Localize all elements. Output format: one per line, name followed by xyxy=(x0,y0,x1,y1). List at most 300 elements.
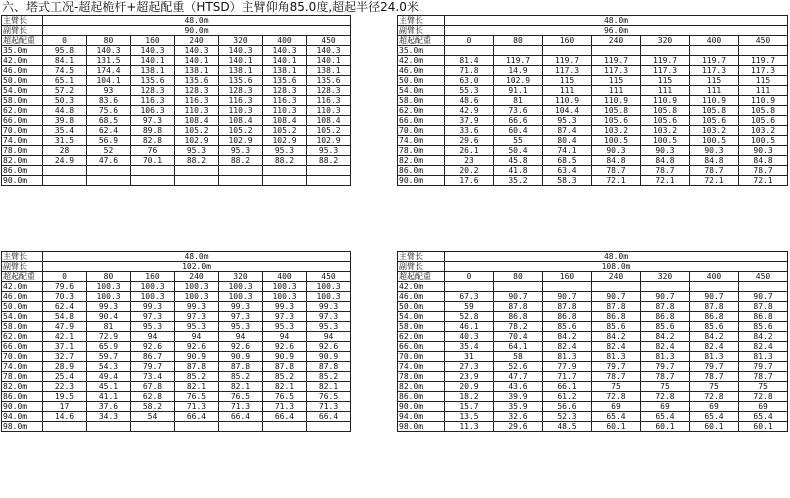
main-boom-value: 48.0m xyxy=(445,16,788,26)
load-cell: 140.3 xyxy=(307,46,351,56)
load-cell xyxy=(307,176,351,186)
radius-cell: 66.0m xyxy=(2,342,43,352)
load-cell: 79.7 xyxy=(641,362,690,372)
radius-cell: 86.0m xyxy=(2,166,43,176)
radius-cell: 58.0m xyxy=(398,322,445,332)
table-row xyxy=(398,382,788,392)
load-cell: 84.2 xyxy=(592,332,641,342)
aux-boom-row xyxy=(398,26,788,36)
table-row xyxy=(398,412,788,422)
load-cell: 37.6 xyxy=(87,402,131,412)
radius-cell: 46.0m xyxy=(398,292,445,302)
main-boom-value: 48.0m xyxy=(43,252,351,262)
load-cell xyxy=(592,46,641,56)
load-cell: 105.2 xyxy=(175,126,219,136)
load-cell: 100.3 xyxy=(175,282,219,292)
load-cell: 138.1 xyxy=(307,66,351,76)
load-cell: 71.8 xyxy=(445,66,494,76)
radius-cell: 82.0m xyxy=(398,156,445,166)
counterweight-value: 160 xyxy=(543,272,592,282)
load-cell: 100.3 xyxy=(131,292,175,302)
load-cell: 82.1 xyxy=(175,382,219,392)
load-cell: 45.1 xyxy=(87,382,131,392)
load-cell: 72.1 xyxy=(739,176,788,186)
load-cell: 88.2 xyxy=(307,156,351,166)
radius-cell: 82.0m xyxy=(2,156,43,166)
load-cell: 91.1 xyxy=(494,86,543,96)
load-cell: 105.6 xyxy=(739,116,788,126)
table-row xyxy=(398,106,788,116)
load-cell: 92.6 xyxy=(175,342,219,352)
load-cell xyxy=(219,166,263,176)
radius-cell: 90.0m xyxy=(2,402,43,412)
load-cell: 59 xyxy=(445,302,494,312)
load-cell: 90.9 xyxy=(263,352,307,362)
load-cell: 90.7 xyxy=(543,292,592,302)
counterweight-value: 400 xyxy=(690,36,739,46)
load-cell: 86.8 xyxy=(739,312,788,322)
load-cell: 81 xyxy=(494,96,543,106)
load-cell: 82.4 xyxy=(690,342,739,352)
table-row xyxy=(398,342,788,352)
load-cell: 111 xyxy=(592,86,641,96)
main-boom-value: 48.0m xyxy=(445,252,788,262)
load-cell: 40.3 xyxy=(445,332,494,342)
counterweight-header-row xyxy=(2,36,351,46)
load-cell: 48.5 xyxy=(543,422,592,432)
main-boom-label: 主臂长 xyxy=(2,16,43,26)
load-cell: 86.8 xyxy=(494,312,543,322)
counterweight-value: 0 xyxy=(445,36,494,46)
load-cell: 99.3 xyxy=(307,302,351,312)
load-cell xyxy=(219,176,263,186)
load-cell: 87.8 xyxy=(739,302,788,312)
load-cell: 116.3 xyxy=(175,96,219,106)
radius-cell: 66.0m xyxy=(398,116,445,126)
table-row xyxy=(398,362,788,372)
load-cell: 35.9 xyxy=(494,402,543,412)
load-cell xyxy=(43,166,87,176)
load-cell xyxy=(494,46,543,56)
load-cell: 86.8 xyxy=(641,312,690,322)
counterweight-value: 160 xyxy=(543,36,592,46)
load-cell: 67.3 xyxy=(445,292,494,302)
load-cell: 81.4 xyxy=(445,56,494,66)
load-cell xyxy=(131,422,175,432)
load-cell: 117.3 xyxy=(641,66,690,76)
load-cell: 90.9 xyxy=(175,352,219,362)
table-row xyxy=(398,46,788,56)
load-cell: 65.4 xyxy=(592,412,641,422)
load-cell: 92.6 xyxy=(307,342,351,352)
counterweight-value: 450 xyxy=(739,272,788,282)
counterweight-header-row xyxy=(398,272,788,282)
counterweight-value: 80 xyxy=(87,36,131,46)
load-cell xyxy=(641,282,690,292)
load-cell: 79.7 xyxy=(739,362,788,372)
load-cell: 77.9 xyxy=(543,362,592,372)
load-cell: 35.2 xyxy=(494,176,543,186)
load-cell: 85.6 xyxy=(690,322,739,332)
load-cell: 103.2 xyxy=(641,126,690,136)
load-cell: 90.9 xyxy=(219,352,263,362)
load-cell: 108.4 xyxy=(263,116,307,126)
load-cell: 102.9 xyxy=(494,76,543,86)
load-cell: 68.5 xyxy=(543,156,592,166)
table-row xyxy=(2,76,351,86)
load-cell: 82.1 xyxy=(219,382,263,392)
radius-cell: 78.0m xyxy=(398,146,445,156)
load-cell: 76.5 xyxy=(175,392,219,402)
load-cell: 115 xyxy=(690,76,739,86)
load-cell: 111 xyxy=(641,86,690,96)
load-cell: 84.2 xyxy=(543,332,592,342)
load-cell: 88.2 xyxy=(219,156,263,166)
load-cell: 90.4 xyxy=(87,312,131,322)
aux-boom-value: 102.0m xyxy=(43,262,351,272)
load-cell: 79.7 xyxy=(131,362,175,372)
counterweight-value: 0 xyxy=(445,272,494,282)
load-cell: 49.4 xyxy=(87,372,131,382)
load-cell: 110.9 xyxy=(739,96,788,106)
counterweight-value: 450 xyxy=(307,36,351,46)
load-cell: 105.2 xyxy=(263,126,307,136)
radius-cell: 90.0m xyxy=(2,176,43,186)
load-cell: 86.8 xyxy=(543,312,592,322)
load-cell: 69 xyxy=(641,402,690,412)
load-cell: 29.6 xyxy=(445,136,494,146)
table-row xyxy=(2,362,351,372)
load-cell: 85.6 xyxy=(641,322,690,332)
load-cell: 102.9 xyxy=(307,136,351,146)
load-cell: 116.3 xyxy=(263,96,307,106)
radius-cell: 86.0m xyxy=(398,392,445,402)
load-cell: 66.6 xyxy=(494,116,543,126)
aux-boom-value: 96.0m xyxy=(445,26,788,36)
radius-cell: 46.0m xyxy=(2,292,43,302)
load-cell: 72.8 xyxy=(592,392,641,402)
load-cell: 135.6 xyxy=(263,76,307,86)
load-cell: 97.3 xyxy=(131,312,175,322)
radius-cell: 62.0m xyxy=(2,332,43,342)
load-cell: 46.1 xyxy=(445,322,494,332)
table-row xyxy=(398,302,788,312)
load-cell: 115 xyxy=(543,76,592,86)
load-cell: 87.8 xyxy=(263,362,307,372)
radius-cell: 70.0m xyxy=(398,126,445,136)
table-row xyxy=(2,322,351,332)
load-cell: 73.4 xyxy=(131,372,175,382)
load-cell: 95.3 xyxy=(175,322,219,332)
load-cell: 78.7 xyxy=(739,166,788,176)
load-cell: 66.4 xyxy=(219,412,263,422)
counterweight-label: 超起配重 xyxy=(398,36,445,46)
load-cell: 87.8 xyxy=(690,302,739,312)
load-cell: 140.3 xyxy=(131,46,175,56)
load-cell: 108.4 xyxy=(175,116,219,126)
aux-boom-label: 副臂长 xyxy=(398,26,445,36)
load-cell: 100.3 xyxy=(131,282,175,292)
load-cell: 117.3 xyxy=(592,66,641,76)
table-row xyxy=(398,66,788,76)
load-cell: 52.3 xyxy=(543,412,592,422)
radius-cell: 42.0m xyxy=(398,282,445,292)
load-cell: 81.3 xyxy=(592,352,641,362)
load-cell: 115 xyxy=(739,76,788,86)
radius-cell: 82.0m xyxy=(398,382,445,392)
table-row xyxy=(2,166,351,176)
load-cell: 110.3 xyxy=(219,106,263,116)
radius-cell: 66.0m xyxy=(2,116,43,126)
load-cell: 119.7 xyxy=(641,56,690,66)
load-cell: 78.7 xyxy=(641,166,690,176)
load-cell: 64.1 xyxy=(494,342,543,352)
counterweight-value: 450 xyxy=(739,36,788,46)
load-cell: 119.7 xyxy=(690,56,739,66)
radius-cell: 42.0m xyxy=(398,56,445,66)
counterweight-header-row xyxy=(2,272,351,282)
load-cell: 87.8 xyxy=(494,302,543,312)
table-row xyxy=(398,392,788,402)
counterweight-value: 400 xyxy=(263,272,307,282)
radius-cell: 50.0m xyxy=(398,76,445,86)
load-cell: 72.8 xyxy=(641,392,690,402)
counterweight-label: 超起配重 xyxy=(2,272,43,282)
radius-cell: 42.0m xyxy=(2,56,43,66)
load-cell: 103.2 xyxy=(739,126,788,136)
load-cell: 138.1 xyxy=(263,66,307,76)
load-cell: 95.3 xyxy=(131,322,175,332)
load-cell: 140.3 xyxy=(263,46,307,56)
radius-cell: 42.0m xyxy=(2,282,43,292)
load-cell: 85.2 xyxy=(219,372,263,382)
table-row xyxy=(398,332,788,342)
load-cell: 85.6 xyxy=(543,322,592,332)
load-cell: 78.7 xyxy=(592,166,641,176)
load-cell xyxy=(175,166,219,176)
load-cell: 128.3 xyxy=(131,86,175,96)
load-cell: 62.8 xyxy=(131,392,175,402)
load-cell: 83.6 xyxy=(87,96,131,106)
load-cell: 32.7 xyxy=(43,352,87,362)
load-cell: 90.7 xyxy=(690,292,739,302)
table-row xyxy=(398,126,788,136)
counterweight-label: 超起配重 xyxy=(2,36,43,46)
load-cell: 62.4 xyxy=(43,302,87,312)
load-cell: 56.9 xyxy=(87,136,131,146)
load-cell: 75.6 xyxy=(87,106,131,116)
table-row xyxy=(2,292,351,302)
table-row xyxy=(2,282,351,292)
main-boom-value: 48.0m xyxy=(43,16,351,26)
table-row xyxy=(2,126,351,136)
load-cell: 65.4 xyxy=(739,412,788,422)
counterweight-value: 0 xyxy=(43,36,87,46)
load-table-top-left xyxy=(1,15,351,186)
load-cell: 87.8 xyxy=(592,302,641,312)
load-cell: 63.4 xyxy=(543,166,592,176)
table-row xyxy=(398,76,788,86)
load-cell: 86.8 xyxy=(592,312,641,322)
load-cell: 102.9 xyxy=(263,136,307,146)
load-cell: 76.5 xyxy=(263,392,307,402)
radius-cell: 54.0m xyxy=(2,312,43,322)
load-cell: 87.8 xyxy=(543,302,592,312)
load-cell: 20.9 xyxy=(445,382,494,392)
load-cell: 84.2 xyxy=(690,332,739,342)
table-row xyxy=(398,292,788,302)
load-cell: 28 xyxy=(43,146,87,156)
radius-cell: 35.0m xyxy=(398,46,445,56)
load-cell: 23 xyxy=(445,156,494,166)
load-cell: 99.3 xyxy=(263,302,307,312)
load-cell xyxy=(641,46,690,56)
load-cell: 119.7 xyxy=(739,56,788,66)
radius-cell: 46.0m xyxy=(2,66,43,76)
load-cell: 105.8 xyxy=(739,106,788,116)
load-cell: 131.5 xyxy=(87,56,131,66)
load-cell: 75 xyxy=(592,382,641,392)
load-cell: 97.3 xyxy=(131,116,175,126)
load-cell: 29.6 xyxy=(494,422,543,432)
load-cell: 117.3 xyxy=(739,66,788,76)
load-cell: 37.9 xyxy=(445,116,494,126)
load-cell: 58.3 xyxy=(543,176,592,186)
page-title: 六、塔式工况-超起桅杆+超起配重（HTSD）主臂仰角85.0度,超起半径24.0米 xyxy=(2,0,419,14)
load-cell: 72.8 xyxy=(739,392,788,402)
load-cell: 94 xyxy=(219,332,263,342)
counterweight-value: 320 xyxy=(641,272,690,282)
counterweight-value: 240 xyxy=(175,36,219,46)
load-cell: 87.8 xyxy=(641,302,690,312)
load-cell: 78.7 xyxy=(641,372,690,382)
table-row xyxy=(398,282,788,292)
load-table-bottom-right xyxy=(397,251,788,432)
counterweight-value: 160 xyxy=(131,272,175,282)
load-cell: 79.7 xyxy=(592,362,641,372)
main-boom-row xyxy=(2,252,351,262)
load-cell: 31.5 xyxy=(43,136,87,146)
radius-cell: 50.0m xyxy=(2,76,43,86)
radius-cell: 74.0m xyxy=(398,136,445,146)
table-row xyxy=(2,176,351,186)
radius-cell: 90.0m xyxy=(398,402,445,412)
counterweight-value: 160 xyxy=(131,36,175,46)
load-cell: 85.2 xyxy=(175,372,219,382)
table-row xyxy=(2,86,351,96)
load-cell: 119.7 xyxy=(543,56,592,66)
load-cell: 104.1 xyxy=(87,76,131,86)
counterweight-value: 0 xyxy=(43,272,87,282)
counterweight-value: 400 xyxy=(263,36,307,46)
load-cell: 66.1 xyxy=(543,382,592,392)
load-cell: 140.1 xyxy=(307,56,351,66)
table-row xyxy=(2,372,351,382)
load-cell: 90.3 xyxy=(739,146,788,156)
load-cell: 76.5 xyxy=(219,392,263,402)
load-cell: 100.3 xyxy=(219,282,263,292)
main-boom-label: 主臂长 xyxy=(2,252,43,262)
aux-boom-label: 副臂长 xyxy=(2,26,43,36)
load-cell: 63.0 xyxy=(445,76,494,86)
load-cell: 39.9 xyxy=(494,392,543,402)
table-row xyxy=(2,106,351,116)
load-cell: 60.1 xyxy=(690,422,739,432)
radius-cell: 58.0m xyxy=(2,322,43,332)
load-cell: 22.3 xyxy=(43,382,87,392)
load-cell: 24.9 xyxy=(43,156,87,166)
load-cell: 95.3 xyxy=(543,116,592,126)
load-cell: 37.1 xyxy=(43,342,87,352)
load-cell: 100.3 xyxy=(87,292,131,302)
counterweight-header-row xyxy=(398,36,788,46)
load-cell: 97.3 xyxy=(307,312,351,322)
load-cell: 31 xyxy=(445,352,494,362)
table-row xyxy=(398,372,788,382)
load-cell: 105.6 xyxy=(641,116,690,126)
load-cell: 42.1 xyxy=(43,332,87,342)
radius-cell: 86.0m xyxy=(398,166,445,176)
radius-cell: 70.0m xyxy=(2,126,43,136)
load-cell: 108.4 xyxy=(307,116,351,126)
load-cell: 48.6 xyxy=(445,96,494,106)
load-cell: 71.3 xyxy=(263,402,307,412)
load-cell: 111 xyxy=(690,86,739,96)
load-cell: 104.4 xyxy=(543,106,592,116)
load-cell: 105.8 xyxy=(690,106,739,116)
load-cell: 52.6 xyxy=(494,362,543,372)
table-row xyxy=(398,312,788,322)
load-cell: 90.7 xyxy=(739,292,788,302)
load-cell: 100.3 xyxy=(219,292,263,302)
load-cell: 82.4 xyxy=(543,342,592,352)
load-cell xyxy=(131,176,175,186)
load-cell: 89.8 xyxy=(131,126,175,136)
load-cell xyxy=(739,282,788,292)
radius-cell: 50.0m xyxy=(398,302,445,312)
load-cell: 78.7 xyxy=(690,372,739,382)
table-row xyxy=(2,302,351,312)
table-row xyxy=(2,66,351,76)
table-row xyxy=(2,392,351,402)
main-boom-label: 主臂长 xyxy=(398,252,445,262)
load-cell: 52.8 xyxy=(445,312,494,322)
load-cell: 92.6 xyxy=(131,342,175,352)
aux-boom-label: 副臂长 xyxy=(398,262,445,272)
load-cell: 82.1 xyxy=(307,382,351,392)
load-cell: 102.9 xyxy=(219,136,263,146)
load-cell: 135.6 xyxy=(175,76,219,86)
load-cell: 128.3 xyxy=(263,86,307,96)
load-cell: 115 xyxy=(641,76,690,86)
radius-cell: 54.0m xyxy=(398,312,445,322)
load-cell: 128.3 xyxy=(307,86,351,96)
load-cell: 79.7 xyxy=(690,362,739,372)
load-cell: 78.7 xyxy=(592,372,641,382)
load-cell: 103.2 xyxy=(592,126,641,136)
load-cell: 90.9 xyxy=(307,352,351,362)
load-cell: 140.1 xyxy=(131,56,175,66)
load-cell xyxy=(131,166,175,176)
load-cell: 78.2 xyxy=(494,322,543,332)
load-cell: 41.1 xyxy=(87,392,131,402)
load-cell: 56.6 xyxy=(543,402,592,412)
load-cell: 95.3 xyxy=(263,322,307,332)
load-cell: 52 xyxy=(87,146,131,156)
load-cell: 57.2 xyxy=(43,86,87,96)
load-cell: 54 xyxy=(131,412,175,422)
load-cell: 138.1 xyxy=(219,66,263,76)
